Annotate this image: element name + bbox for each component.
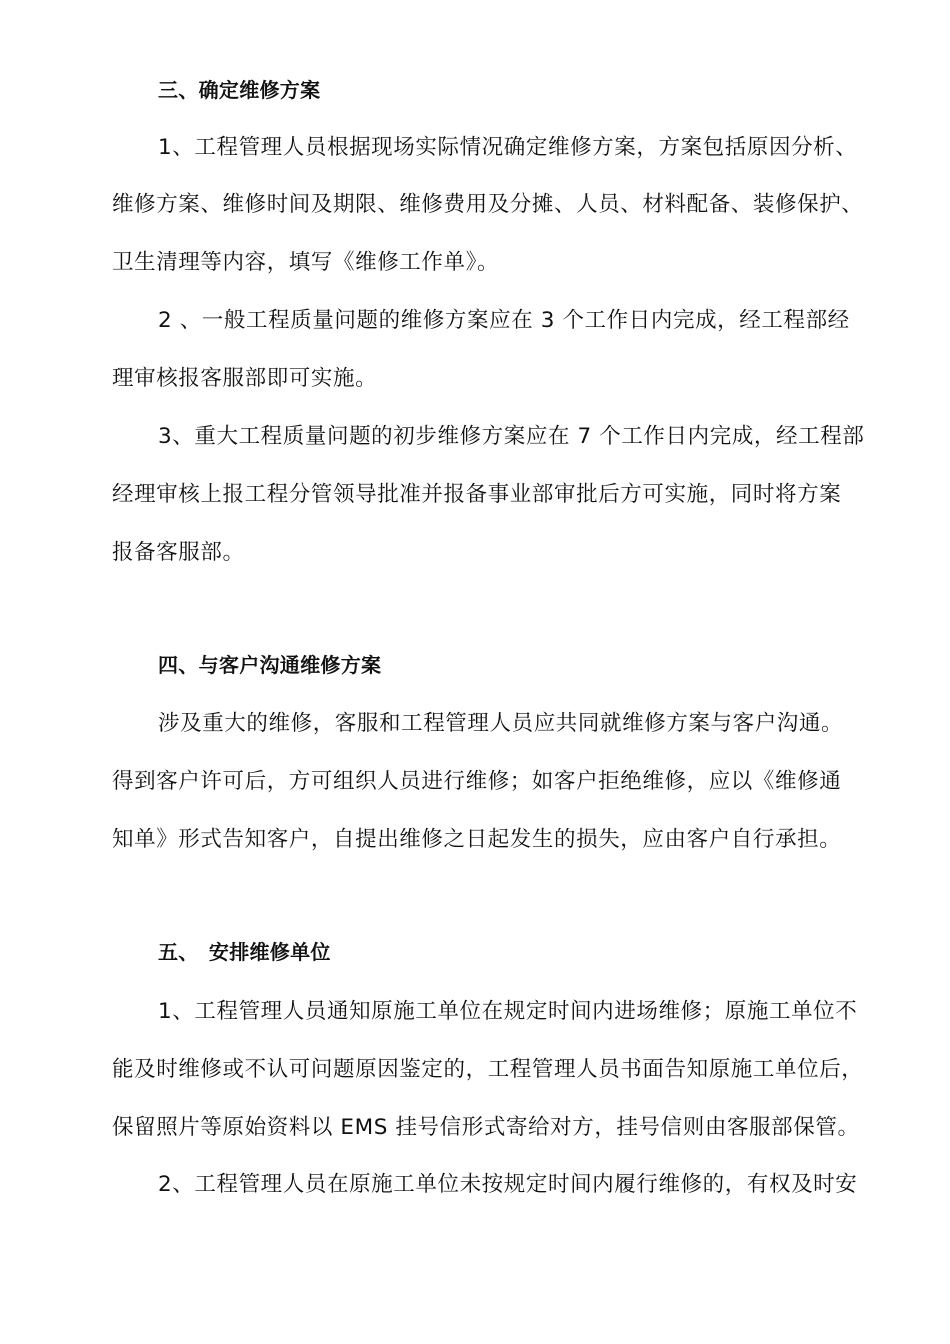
paragraph-line: 能及时维修或不认可问题原因鉴定的，工程管理人员书面告知原施工单位后， bbox=[112, 1057, 864, 1082]
paragraph-line: 涉及重大的维修，客服和工程管理人员应共同就维修方案与客户沟通。 bbox=[158, 711, 844, 736]
paragraph-line: 2 、一般工程质量问题的维修方案应在 3 个工作日内完成，经工程部经 bbox=[158, 308, 850, 333]
paragraph-line: 1、工程管理人员根据现场实际情况确定维修方案，方案包括原因分析、 bbox=[158, 135, 858, 160]
paragraph-line: 知单》形式告知客户，自提出维修之日起发生的损失，应由客户自行承担。 bbox=[112, 827, 842, 852]
paragraph-line: 维修方案、维修时间及期限、维修费用及分摊、人员、材料配备、装修保护、 bbox=[112, 192, 864, 217]
section-heading-3: 三、确定维修方案 bbox=[158, 78, 321, 102]
section-heading-5: 五、 安排维修单位 bbox=[158, 940, 331, 964]
paragraph-line: 2、工程管理人员在原施工单位未按规定时间内履行维修的，有权及时安 bbox=[158, 1172, 858, 1197]
paragraph-line: 卫生清理等内容，填写《维修工作单》。 bbox=[112, 250, 500, 275]
paragraph-line: 保留照片等原始资料以 EMS 挂号信形式寄给对方，挂号信则由客服部保管。 bbox=[112, 1115, 860, 1140]
paragraph-line: 得到客户许可后，方可组织人员进行维修；如客户拒绝维修，应以《维修通 bbox=[112, 769, 842, 794]
paragraph-line: 经理审核上报工程分管领导批准并报备事业部审批后方可实施，同时将方案 bbox=[112, 482, 842, 507]
section-heading-4: 四、与客户沟通维修方案 bbox=[158, 653, 382, 677]
paragraph-line: 3、重大工程质量问题的初步维修方案应在 7 个工作日内完成，经工程部 bbox=[158, 424, 865, 449]
paragraph-line: 理审核报客服部即可实施。 bbox=[112, 366, 378, 391]
paragraph-line: 报备客服部。 bbox=[112, 540, 245, 565]
paragraph-line: 1、工程管理人员通知原施工单位在规定时间内进场维修；原施工单位不 bbox=[158, 999, 858, 1024]
